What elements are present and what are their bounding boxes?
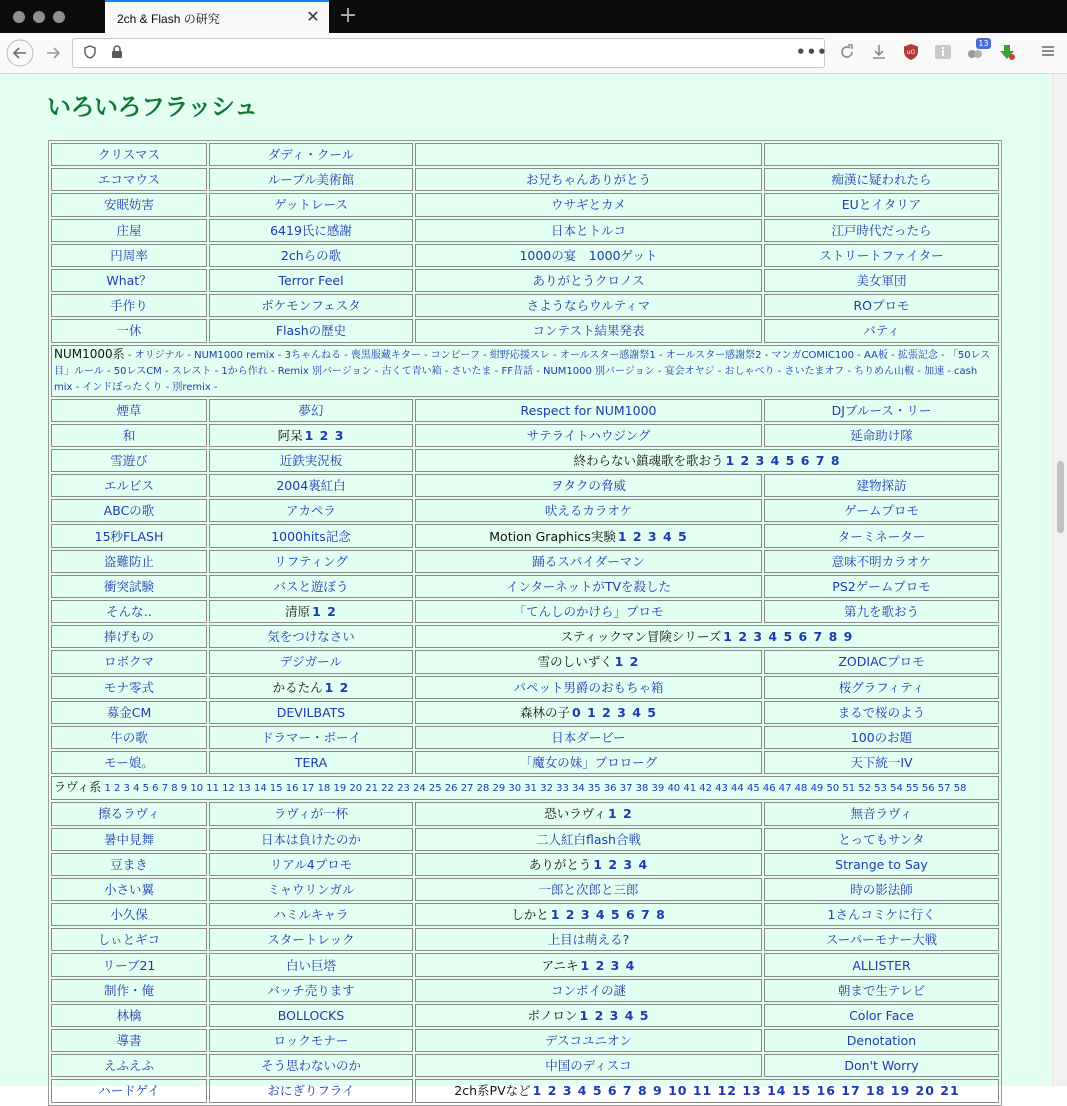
- cell-number-links[interactable]: 1 2: [614, 654, 640, 670]
- table-cell[interactable]: 円周率: [51, 244, 207, 267]
- vertical-scrollbar[interactable]: [1052, 74, 1067, 1086]
- table-cell[interactable]: [415, 625, 999, 648]
- table-cell[interactable]: ストリートファイター: [764, 244, 999, 267]
- window-minimize-button[interactable]: [33, 11, 45, 23]
- table-cell[interactable]: ゲームプロモ: [764, 499, 999, 522]
- table-cell[interactable]: ありがとうクロノス: [415, 269, 762, 292]
- table-row: [51, 399, 999, 422]
- cell-number-links[interactable]: 1 2 3 4 5 6 7 8: [725, 452, 841, 468]
- window-close-button[interactable]: [13, 11, 25, 23]
- page-viewport: [0, 74, 1052, 1099]
- table-cell[interactable]: [209, 600, 413, 623]
- cell-label: 森林の子: [520, 704, 571, 720]
- page-actions-icon[interactable]: •••: [796, 43, 828, 61]
- address-bar[interactable]: [72, 38, 828, 68]
- table-cell[interactable]: ハミルキャラ: [209, 903, 413, 926]
- table-cell[interactable]: まるで桜のよう: [764, 701, 999, 724]
- table-row: [51, 499, 999, 522]
- table-cell[interactable]: 小久保: [51, 903, 207, 926]
- cell-number-links[interactable]: 1 2 3 4: [593, 856, 649, 872]
- table-cell[interactable]: 「てんしのかけら」プロモ: [415, 600, 762, 623]
- table-row: [51, 853, 999, 876]
- num1000-cell[interactable]: [51, 345, 999, 397]
- table-row: [51, 953, 999, 976]
- table-cell[interactable]: さようならウルティマ: [415, 294, 762, 317]
- table-cell[interactable]: ポケモンフェスタ: [209, 294, 413, 317]
- table-cell[interactable]: 1000hits記念: [209, 524, 413, 547]
- table-cell[interactable]: アカペラ: [209, 499, 413, 522]
- table-cell[interactable]: お兄ちゃんありがとう: [415, 168, 762, 191]
- table-row: [51, 701, 999, 724]
- table-cell[interactable]: 夢幻: [209, 399, 413, 422]
- table-cell[interactable]: 「魔女の妹」プロローグ: [415, 751, 762, 774]
- table-cell[interactable]: 暑中見舞: [51, 828, 207, 851]
- table-cell[interactable]: とってもサンタ: [764, 828, 999, 851]
- table-cell[interactable]: [415, 449, 999, 472]
- table-cell[interactable]: EUとイタリア: [764, 193, 999, 216]
- tab-title: 2ch & Flash の研究: [117, 12, 220, 26]
- table-cell[interactable]: ABCの歌: [51, 499, 207, 522]
- scrollbar-thumb[interactable]: [1057, 461, 1064, 533]
- table-cell[interactable]: ウサギとカメ: [415, 193, 762, 216]
- table-cell[interactable]: そう思わないのか: [209, 1054, 413, 1077]
- table-row: [51, 244, 999, 267]
- table-row: [51, 294, 999, 317]
- table-cell[interactable]: What？: [51, 269, 207, 292]
- svg-text:uO: uO: [906, 49, 916, 56]
- cell-label: 雪のしいずく: [537, 654, 613, 670]
- table-cell[interactable]: BOLLOCKS: [209, 1004, 413, 1027]
- table-cell[interactable]: 踊るスパイダーマン: [415, 550, 762, 573]
- table-cell[interactable]: 無音ラヴィ: [764, 802, 999, 825]
- table-cell[interactable]: Strange to Say: [764, 853, 999, 876]
- table-cell[interactable]: 6419氏に感謝: [209, 219, 413, 242]
- table-row: [51, 600, 999, 623]
- cell-label: Motion Graphics実験: [489, 528, 616, 544]
- table-cell[interactable]: [415, 853, 762, 876]
- info-icon[interactable]: [933, 43, 953, 63]
- table-cell[interactable]: 100のお題: [764, 726, 999, 749]
- table-cell[interactable]: 煙草: [51, 399, 207, 422]
- table-cell[interactable]: バティ: [764, 319, 999, 342]
- table-cell[interactable]: ラヴィが一杯: [209, 802, 413, 825]
- table-cell: [764, 143, 999, 166]
- window-maximize-button[interactable]: [53, 11, 65, 23]
- table-cell[interactable]: 1さんコミケに行く: [764, 903, 999, 926]
- browser-tab[interactable]: [105, 0, 329, 33]
- cell-number-links[interactable]: 1 2 3 4 5: [579, 1007, 650, 1023]
- page-title: いろいろフラッシュ: [47, 93, 258, 121]
- table-cell[interactable]: しぃとギコ: [51, 928, 207, 951]
- table-cell[interactable]: ZODIACプロモ: [764, 650, 999, 673]
- navigation-toolbar: [0, 33, 1067, 74]
- cell-label: かるたん: [272, 679, 323, 695]
- table-cell[interactable]: 雪遊び: [51, 449, 207, 472]
- table-cell[interactable]: 日本は負けたのか: [209, 828, 413, 851]
- table-row: [51, 269, 999, 292]
- table-cell[interactable]: 意味不明カラオケ: [764, 550, 999, 573]
- menu-icon[interactable]: [1038, 43, 1058, 63]
- cell-number-links[interactable]: 1 2: [312, 604, 337, 620]
- table-cell[interactable]: コンボイの謎: [415, 979, 762, 1002]
- table-cell[interactable]: 制作・俺: [51, 979, 207, 1002]
- table-row: [51, 319, 999, 342]
- table-row: [51, 524, 999, 547]
- table-cell[interactable]: 安眠妨害: [51, 193, 207, 216]
- table-cell[interactable]: ロボクマ: [51, 650, 207, 673]
- cell-number-links[interactable]: 1 2 3 4 5 6 7 8 9: [723, 629, 854, 645]
- ravi-cell[interactable]: [51, 776, 999, 800]
- table-cell[interactable]: おにぎりフライ: [209, 1079, 413, 1102]
- table-row-num1000: [51, 345, 999, 397]
- table-cell[interactable]: リフティング: [209, 550, 413, 573]
- table-cell[interactable]: 豆まき: [51, 853, 207, 876]
- table-row: [51, 928, 999, 951]
- ravi-links[interactable]: 1 2 3 4 5 6 7 8 9 10 11 12 13 14 15 16 17 18 19 20 21 22 23 24 25 26 27 28 29 30 31 32 33 34 35 36 37 38 39 40 41 42 43 44 45 46 47 48 49 50 51 52 53 54 55 56 57 58: [104, 783, 967, 795]
- table-cell[interactable]: 上目は萌える?: [415, 928, 762, 951]
- cell-label: アニキ: [541, 957, 579, 973]
- table-cell[interactable]: そんな‥: [51, 600, 207, 623]
- table-row: [51, 802, 999, 825]
- table-row: [51, 474, 999, 497]
- table-cell[interactable]: ROプロモ: [764, 294, 999, 317]
- table-row: [51, 726, 999, 749]
- cell-number-links[interactable]: 1 2 3 4 5 6 7 8: [550, 907, 666, 923]
- table-cell[interactable]: 白い巨塔: [209, 953, 413, 976]
- table-row: [51, 903, 999, 926]
- table-cell[interactable]: スタートレック: [209, 928, 413, 951]
- table-row: [51, 168, 999, 191]
- cell-number-links[interactable]: 1 2: [324, 679, 350, 695]
- table-row: [51, 625, 999, 648]
- ublock-icon[interactable]: [901, 43, 921, 63]
- table-cell[interactable]: 募金CM: [51, 701, 207, 724]
- table-row: [51, 650, 999, 673]
- table-cell[interactable]: ミャウリンガル: [209, 878, 413, 901]
- cell-number-links[interactable]: 1 2 3: [304, 427, 345, 443]
- table-row: [51, 575, 999, 598]
- table-cell[interactable]: Respect for NUM1000: [415, 399, 762, 422]
- cell-number-links[interactable]: 0 1 2 3 4 5: [572, 704, 657, 720]
- table-cell[interactable]: コンテスト結果発表: [415, 319, 762, 342]
- table-cell[interactable]: モー娘。: [51, 751, 207, 774]
- table-row: [51, 828, 999, 851]
- table-cell[interactable]: ターミネーター: [764, 524, 999, 547]
- num1000-label: NUM1000系: [54, 346, 125, 361]
- table-row: [51, 1029, 999, 1052]
- table-row: [51, 878, 999, 901]
- cell-label: スティックマン冒険シリーズ: [560, 629, 722, 645]
- table-row: [51, 193, 999, 216]
- table-row: [51, 676, 999, 699]
- table-cell[interactable]: [415, 903, 762, 926]
- table-cell[interactable]: 桜グラフィティ: [764, 676, 999, 699]
- cell-number-links[interactable]: 1 2 3 4 5: [617, 528, 688, 544]
- table-cell[interactable]: 擦るラヴィ: [51, 802, 207, 825]
- table-cell[interactable]: [415, 953, 762, 976]
- table-row: [51, 550, 999, 573]
- forward-icon[interactable]: [40, 39, 68, 67]
- table-row: [51, 751, 999, 774]
- table-cell[interactable]: 導書: [51, 1029, 207, 1052]
- table-cell[interactable]: 2004裏紅白: [209, 474, 413, 497]
- table-cell[interactable]: 林檎: [51, 1004, 207, 1027]
- table-cell[interactable]: 小さい翼: [51, 878, 207, 901]
- table-cell[interactable]: PS2ゲームプロモ: [764, 575, 999, 598]
- table-cell[interactable]: ハードゲイ: [51, 1079, 207, 1102]
- cell-number-links[interactable]: 1 2: [608, 806, 633, 822]
- table-cell[interactable]: 時の影法師: [764, 878, 999, 901]
- cell-label: ありがとう: [528, 856, 592, 872]
- table-row: [51, 143, 999, 166]
- cell-label: 阿呆: [277, 427, 303, 443]
- table-cell[interactable]: Don't Worry: [764, 1054, 999, 1077]
- table-cell[interactable]: 2chらの歌: [209, 244, 413, 267]
- table-cell[interactable]: パペット男爵のおもちゃ箱: [415, 676, 762, 699]
- table-cell[interactable]: 手作り: [51, 294, 207, 317]
- table-cell[interactable]: 庄屋: [51, 219, 207, 242]
- download-arrow-icon[interactable]: [997, 43, 1017, 63]
- table-cell[interactable]: 捧げもの: [51, 625, 207, 648]
- table-cell[interactable]: 15秒FLASH: [51, 524, 207, 547]
- extension-badge: 13: [976, 38, 991, 49]
- table-row: [51, 979, 999, 1002]
- reload-icon[interactable]: [837, 43, 857, 63]
- table-cell[interactable]: クリスマス: [51, 143, 207, 166]
- table-cell[interactable]: DJブルース・リー: [764, 399, 999, 422]
- table-cell[interactable]: ドラマー・ボーイ: [209, 726, 413, 749]
- table-cell[interactable]: 一休: [51, 319, 207, 342]
- table-cell[interactable]: ロックモナー: [209, 1029, 413, 1052]
- tab-close-icon[interactable]: ✕: [306, 7, 320, 26]
- table-cell[interactable]: 第九を歌おう: [764, 600, 999, 623]
- table-cell[interactable]: 天下統一IV: [764, 751, 999, 774]
- flash-table: [48, 140, 1002, 1106]
- table-cell[interactable]: エルビス: [51, 474, 207, 497]
- table-cell[interactable]: 吠えるカラオケ: [415, 499, 762, 522]
- table-row: [51, 219, 999, 242]
- table-cell[interactable]: [415, 802, 762, 825]
- table-cell[interactable]: [415, 701, 762, 724]
- table-cell: [415, 143, 762, 166]
- table-cell[interactable]: 日本ダービー: [415, 726, 762, 749]
- cell-number-links[interactable]: 1 2 3 4 5 6 7 8 9 10 11 12 13 14 15 16 17 18 19 20 21: [532, 1083, 960, 1099]
- table-cell[interactable]: デジガール: [209, 650, 413, 673]
- num1000-links[interactable]: - オリジナル - NUM1000 remix - 3ちゃんねる - 喪黒服藏キター - コンビーフ - 紺野応援スレ - オールスター感謝祭1 - オールスター感謝祭2 - マンガCOMIC100 - AA板 - 拡張記念 - 「50レス目」ルール - 50レスCM - スレスト - 1から作れ - Remix 別バージョン - 古くて青い箱 - さいたま - FF昔話 - NUM1000 別バージョン - 宴会オヤジ - おしゃべり - さいたまオフ - ちりめん山椒 - 加速 - cash mix - インドぼったくり - 別remix -: [54, 349, 991, 393]
- table-cell[interactable]: 建物探訪: [764, 474, 999, 497]
- ravi-label: ラヴィ系: [54, 780, 102, 795]
- table-cell[interactable]: Flashの歴史: [209, 319, 413, 342]
- table-cell[interactable]: TERA: [209, 751, 413, 774]
- table-row: [51, 449, 999, 472]
- browser-titlebar: [0, 0, 1067, 33]
- table-cell[interactable]: Terror Feel: [209, 269, 413, 292]
- table-cell[interactable]: ヲタクの脅威: [415, 474, 762, 497]
- table-cell[interactable]: バスと遊ぼう: [209, 575, 413, 598]
- cell-label: 恐いラヴィ: [544, 806, 606, 822]
- table-cell[interactable]: ゲットレース: [209, 193, 413, 216]
- table-cell[interactable]: スーパーモナー大戦: [764, 928, 999, 951]
- table-cell[interactable]: ルーブル美術館: [209, 168, 413, 191]
- table-row: [51, 1079, 999, 1102]
- shield-icon[interactable]: [82, 45, 98, 61]
- table-cell[interactable]: [209, 424, 413, 447]
- table-cell[interactable]: 衝突試験: [51, 575, 207, 598]
- table-cell[interactable]: サテライトハウジング: [415, 424, 762, 447]
- table-cell[interactable]: 日本とトルコ: [415, 219, 762, 242]
- table-cell[interactable]: 痴漢に疑われたら: [764, 168, 999, 191]
- new-tab-button[interactable]: +: [338, 3, 358, 28]
- table-cell[interactable]: リーブ21: [51, 953, 207, 976]
- table-cell[interactable]: 牛の歌: [51, 726, 207, 749]
- cell-label: しかと: [511, 907, 549, 923]
- table-cell[interactable]: 気をつけなさい: [209, 625, 413, 648]
- table-cell[interactable]: ALLISTER: [764, 953, 999, 976]
- table-cell[interactable]: 江戸時代だったら: [764, 219, 999, 242]
- table-cell[interactable]: リアル4プロモ: [209, 853, 413, 876]
- back-icon[interactable]: [6, 39, 34, 67]
- table-cell[interactable]: 1000の宴 1000ゲット: [415, 244, 762, 267]
- table-cell[interactable]: 近鉄実況板: [209, 449, 413, 472]
- table-row: [51, 1054, 999, 1077]
- table-cell[interactable]: 中国のディスコ: [415, 1054, 762, 1077]
- table-cell[interactable]: [415, 524, 762, 547]
- table-cell[interactable]: ダディ・クール: [209, 143, 413, 166]
- table-cell[interactable]: [415, 1004, 762, 1027]
- table-cell[interactable]: 一郎と次郎と三郎: [415, 878, 762, 901]
- table-cell[interactable]: デスコユニオン: [415, 1029, 762, 1052]
- cell-label: 清原: [285, 604, 311, 620]
- table-cell[interactable]: DEVILBATS: [209, 701, 413, 724]
- cell-label: ボノロン: [527, 1007, 578, 1023]
- table-cell[interactable]: インターネットがTVを殺した: [415, 575, 762, 598]
- table-row-ravi: [51, 776, 999, 800]
- cell-label: 終わらない鎮魂歌を歌おう: [573, 452, 724, 468]
- lock-icon[interactable]: [109, 45, 125, 61]
- table-cell[interactable]: 延命助け隊: [764, 424, 999, 447]
- table-cell[interactable]: Denotation: [764, 1029, 999, 1052]
- table-cell[interactable]: 二人紅白flash合戦: [415, 828, 762, 851]
- table-cell[interactable]: [415, 650, 762, 673]
- table-row: [51, 1004, 999, 1027]
- table-row: [51, 424, 999, 447]
- table-cell[interactable]: 盗難防止: [51, 550, 207, 573]
- table-cell[interactable]: バッチ売ります: [209, 979, 413, 1002]
- cell-number-links[interactable]: 1 2 3 4: [580, 957, 636, 973]
- table-cell[interactable]: Color Face: [764, 1004, 999, 1027]
- table-cell[interactable]: 美女軍団: [764, 269, 999, 292]
- table-cell[interactable]: エコマウス: [51, 168, 207, 191]
- table-cell[interactable]: モナ零式: [51, 676, 207, 699]
- table-cell[interactable]: 朝まで生テレビ: [764, 979, 999, 1002]
- download-icon[interactable]: [869, 43, 889, 63]
- table-cell[interactable]: [209, 676, 413, 699]
- cell-label: 2ch系PVなど: [454, 1083, 531, 1099]
- table-cell[interactable]: えふえふ: [51, 1054, 207, 1077]
- table-cell[interactable]: 和: [51, 424, 207, 447]
- table-cell[interactable]: [415, 1079, 999, 1102]
